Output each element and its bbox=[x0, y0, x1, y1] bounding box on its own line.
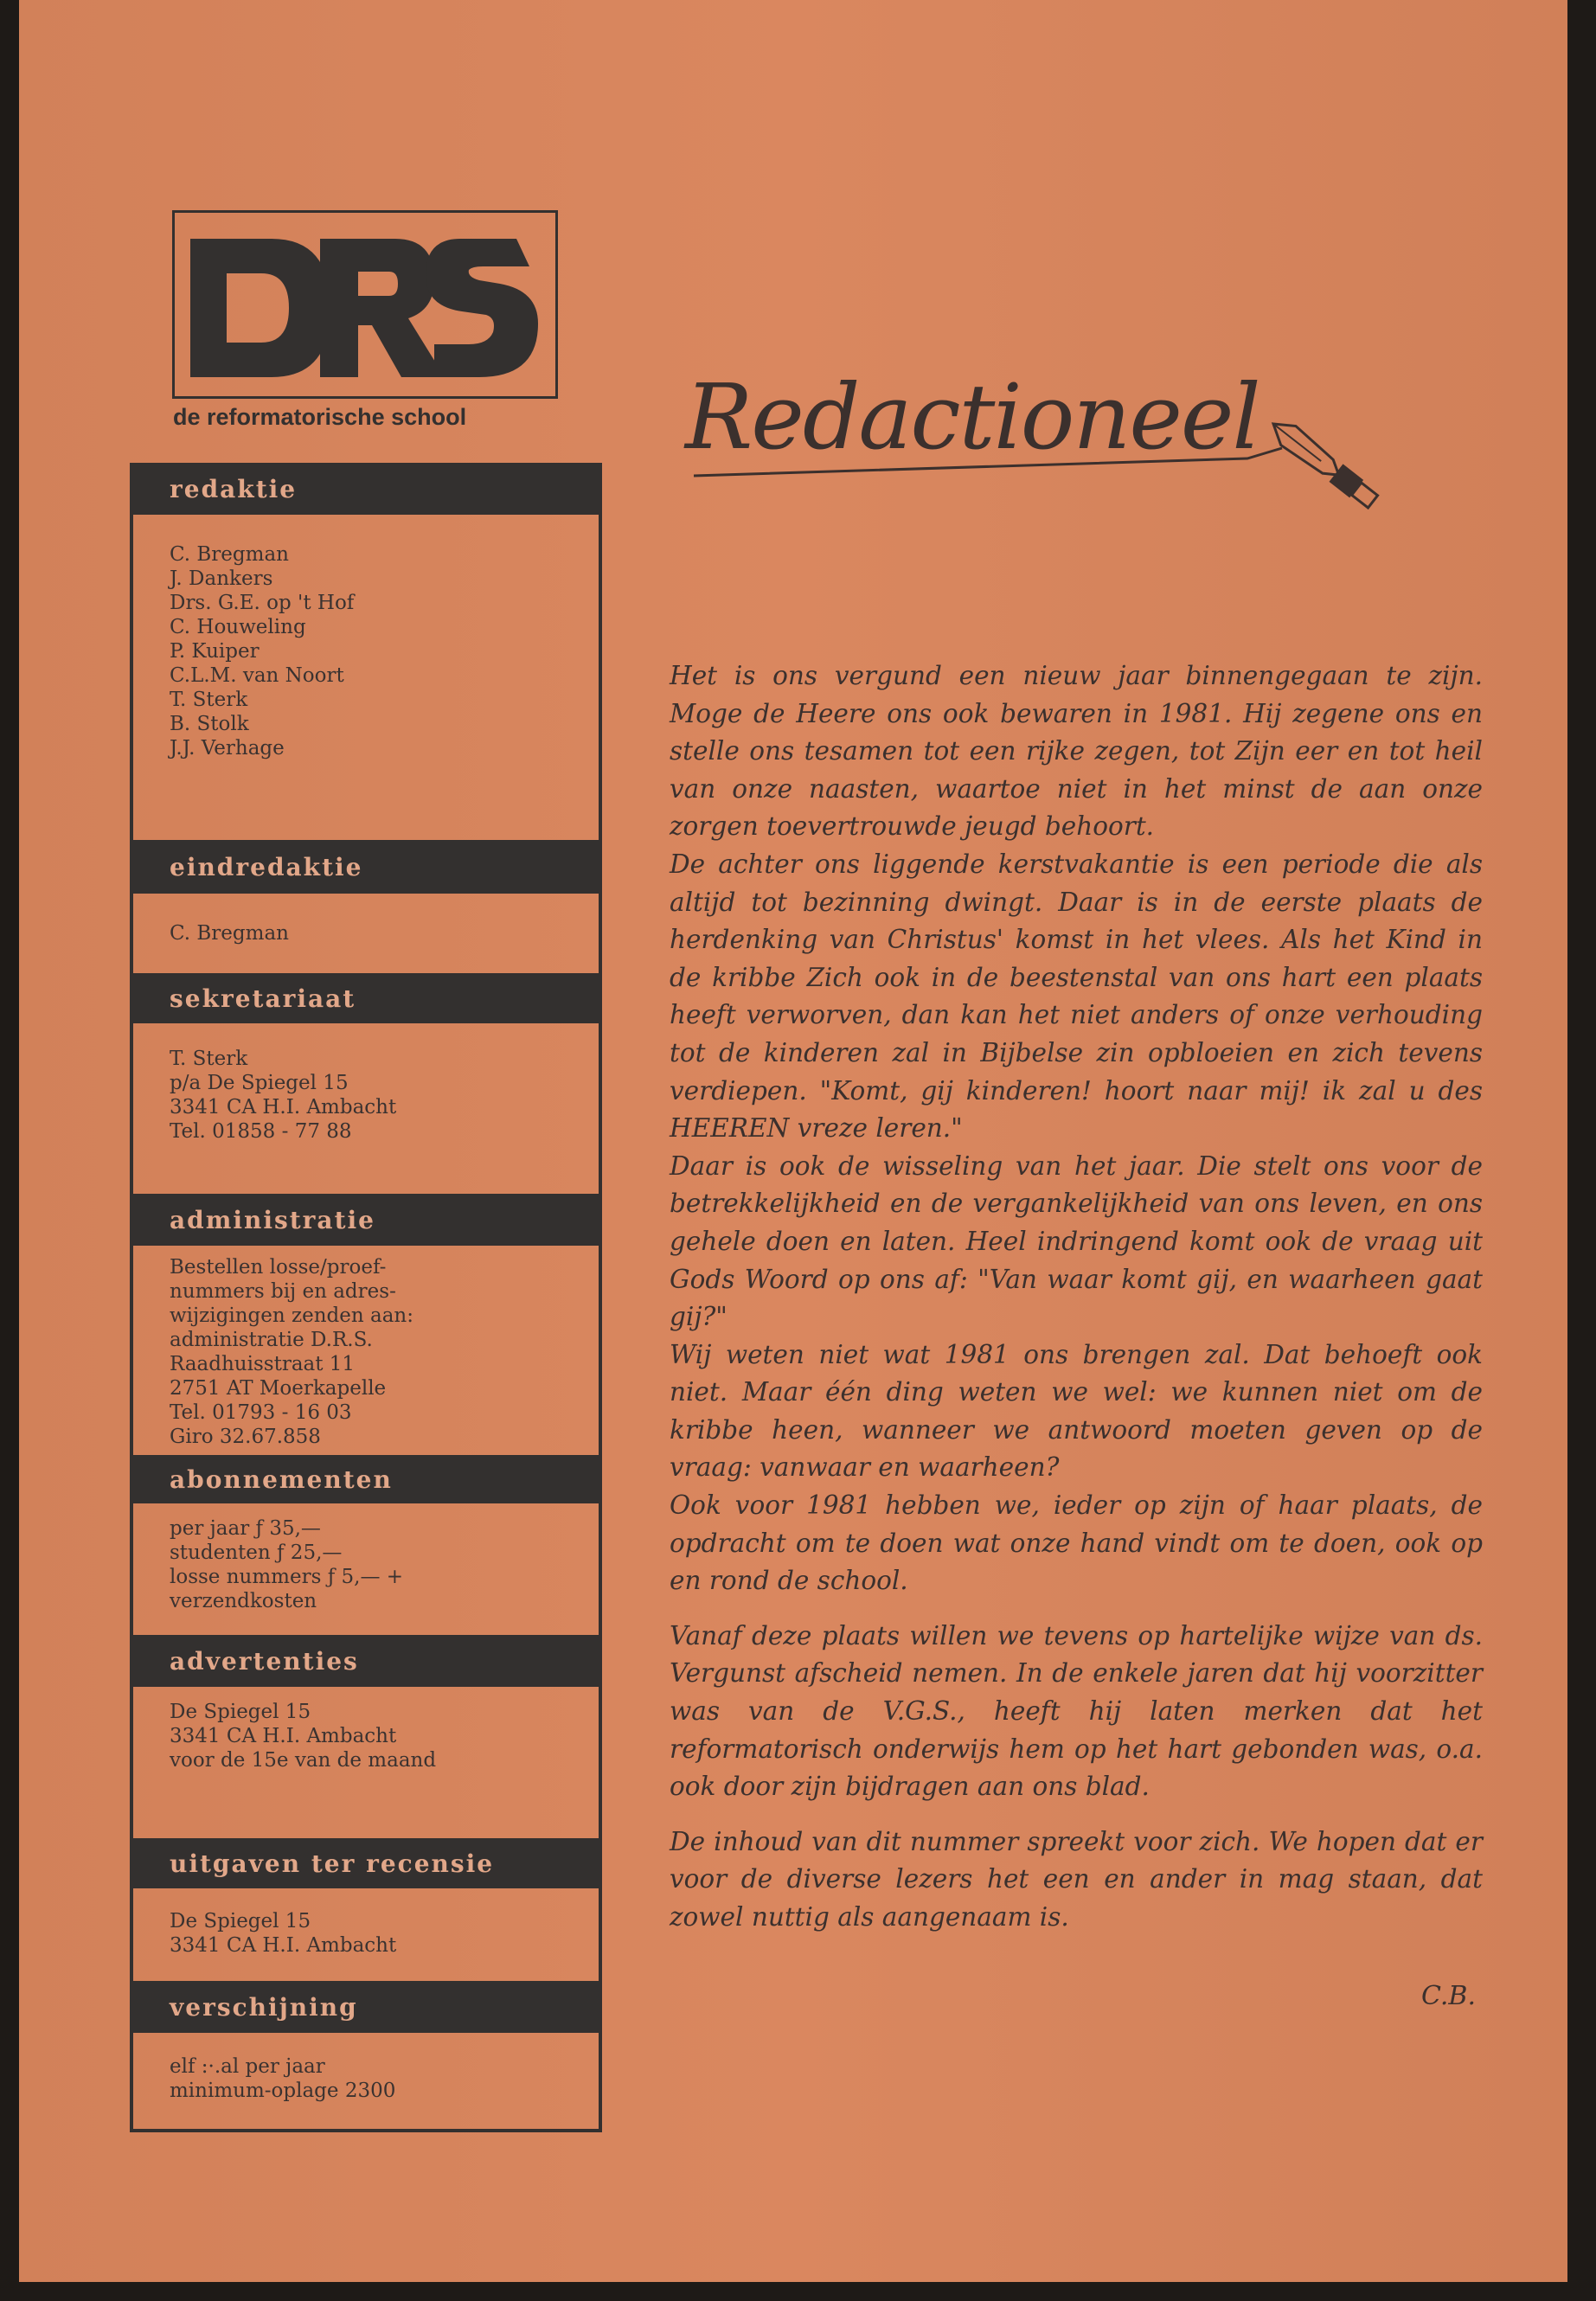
title-text: Redactioneel bbox=[685, 364, 1259, 470]
body-redaktie: C. Bregman J. Dankers Drs. G.E. op 't Hof C. Houweling P. Kuiper C.L.M. van Noort T. Sterk B. Stolk J.J. Verhage bbox=[170, 543, 355, 760]
body-uitgaven-ter-recensie: De Spiegel 15 3341 CA H.I. Ambacht bbox=[170, 1910, 397, 1957]
article-paragraph: De achter ons liggende kerstvakantie is een periode die als altijd tot bezinning dwingt. Daar is in de eerste plaats de herdenking van Christus' komst in het vlees. Als het Kind in de kribbe Zich ook in de beestenstal van ons hart een plaats heeft verworven, dan kan het niet anders of onze verhouding tot de kinderen zal in Bijbelse zin opbloeien en zich tevens verdiepen. "Komt, gij kinderen! hoort naar mij! ik zal u des HEEREN vreze leren." bbox=[670, 849, 1483, 1144]
body-abonnementen: per jaar ƒ 35,— studenten ƒ 25,— losse nummers ƒ 5,— + verzendkosten bbox=[170, 1517, 404, 1612]
body-advertenties: De Spiegel 15 3341 CA H.I. Ambacht voor de 15e van de maand bbox=[170, 1701, 437, 1772]
redactioneel-title bbox=[676, 346, 1438, 528]
drs-logo bbox=[172, 210, 558, 399]
pen-nib-icon bbox=[1266, 414, 1380, 511]
body-eindredaktie: C. Bregman bbox=[170, 922, 289, 945]
colophon-sidebar bbox=[130, 463, 602, 2132]
signature: C.B. bbox=[1420, 1981, 1476, 2011]
article-paragraph: Vanaf deze plaats willen we tevens op hartelijke wijze van ds. Vergunst afscheid nemen. In de enkele jaren dat hij voorzitter was van de V.G.S., heeft hij laten merken dat het reformatorisch onderwijs hem op het hart gebonden was, o.a. ook door zijn bijdragen aan ons blad. bbox=[670, 1620, 1483, 1802]
article-paragraph: Wij weten niet wat 1981 ons brengen zal. Dat behoeft ook niet. Maar één ding weten we wel: we kunnen niet om de kribbe heen, wanneer we antwoord moeten geven op de vraag: vanwaar en waarheen? bbox=[670, 1339, 1483, 1483]
body-sekretariaat: T. Sterk p/a De Spiegel 15 3341 CA H.I. Ambacht Tel. 01858 - 77 88 bbox=[170, 1048, 397, 1143]
logo-subtitle: de reformatorische school bbox=[173, 404, 467, 430]
heading-uitgaven-ter-recensie: uitgaven ter recensie bbox=[133, 1838, 599, 1888]
heading-abonnementen: abonnementen bbox=[133, 1455, 599, 1503]
heading-sekretariaat: sekretariaat bbox=[133, 973, 599, 1023]
heading-verschijning: verschijning bbox=[133, 1981, 599, 2033]
body-administratie: Bestellen losse/proef- nummers bij en adres- wijzigingen zenden aan: administratie D.R.S. Raadhuisstraat 11 2751 AT Moerkapelle Tel. 01793 - 16 03 Giro 32.67.858 bbox=[170, 1256, 413, 1448]
heading-administratie: administratie bbox=[133, 1194, 599, 1246]
heading-eindredaktie: eindredaktie bbox=[133, 840, 599, 894]
drs-logo-mark bbox=[175, 213, 555, 396]
body-verschijning: elf :·.al per jaar minimum-oplage 2300 bbox=[170, 2055, 396, 2102]
article-paragraph: Het is ons vergund een nieuw jaar binnengegaan te zijn. Moge de Heere ons ook bewaren in 1981. Hij zegene ons en stelle ons tesamen tot een rijke zegen, tot Zijn eer en tot heil van onze naasten, waartoe niet in het minst de aan onze zorgen toevertrouwde jeugd behoort. bbox=[670, 661, 1483, 842]
magazine-page bbox=[19, 0, 1567, 2282]
article-paragraph: Daar is ook de wisseling van het jaar. Die stelt ons voor de betrekkelijkheid en de vergankelijkheid van ons leven, en ons gehele doen en laten. Heel indringend komt ook de vraag uit Gods Woord op ons af: "Van waar komt gij, en waarheen gaat gij?" bbox=[670, 1150, 1483, 1332]
article-paragraph: Ook voor 1981 hebben we, ieder op zijn of haar plaats, de opdracht om te doen wat onze hand vindt om te doen, ook op en rond de school. bbox=[670, 1490, 1483, 1596]
article-paragraph: De inhoud van dit nummer spreekt voor zich. We hopen dat er voor de diverse lezers het een en ander in mag staan, dat zowel nuttig als aangenaam is. bbox=[670, 1826, 1483, 1932]
heading-advertenties: advertenties bbox=[133, 1635, 599, 1687]
editorial-article bbox=[670, 657, 1483, 1937]
heading-redaktie: redaktie bbox=[133, 463, 599, 515]
